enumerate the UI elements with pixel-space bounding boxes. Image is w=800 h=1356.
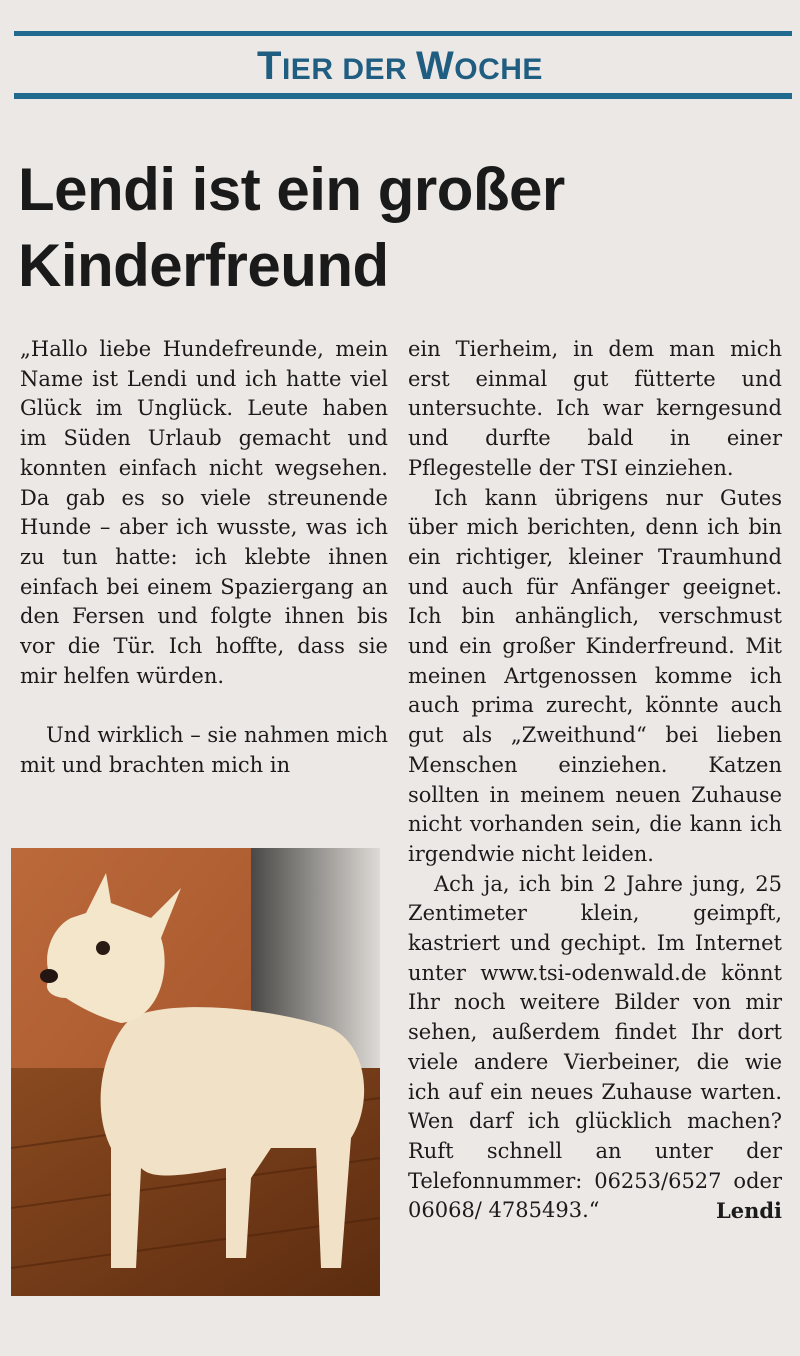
headline-line-2: Kinderfreund — [18, 232, 389, 299]
kicker-small-caps-2: OCHE — [454, 53, 543, 86]
paragraph-character: Ich kann übrigens nur Gutes über mich berichten, denn ich bin ein richtiger, kleiner Traumhund und auch für Anfänger geeignet. Ich bin anhänglich, verschmust und ein großer Kinderfreund. Mit meinen Artgenossen komme ich auch prima zurecht, könnte auch gut als „Zweithund“ bei lieben Menschen einziehen. Katzen sollten in meinem neuen Zuhause nicht vorhanden sein, die kann ich irgendwie nicht leiden. — [408, 485, 782, 866]
paragraph-details: Ach ja, ich bin 2 Jahre jung, 25 Zentimeter klein, geimpft, kastriert und gechipt. Im Internet unter www.tsi-odenwald.de könnt Ihr noch weitere Bilder von mir sehen, außerdem findet Ihr dort viele andere Vierbeiner, die wie ich auf ein neues Zuhause warten. Wen darf ich glücklich machen? Ruft schnell an unter der Telefonnummer: 06253/6527 oder 06068/ 4785493.“ — [408, 871, 782, 1223]
kicker-initial-1: T — [257, 44, 282, 88]
article-column-right — [408, 335, 782, 1226]
paragraph-continued: Und wirklich – sie nahmen mich mit und brachten mich in — [20, 723, 388, 778]
signature: Lendi — [715, 1198, 782, 1224]
headline — [18, 152, 788, 304]
article-column-left — [20, 335, 388, 781]
dog-photo-illustration — [11, 848, 380, 1296]
paragraph-intro: „Hallo liebe Hundefreunde, mein Name ist Lendi und ich hatte viel Glück im Unglück. Leute haben im Süden Urlaub gemacht und konnten einfach nicht wegsehen. Da gab es so viele streunende Hunde – aber ich wusste, was ich zu tun hatte: ich klebte ihnen einfach bei einem Spaziergang an den Fersen und folgte ihnen bis vor die Tür. Ich hoffte, dass sie mir helfen würden. — [20, 337, 388, 688]
paragraph-shelter: ein Tierheim, in dem man mich erst einmal gut fütterte und untersuchte. Ich war kerngesund und durfte bald in einer Pflegestelle der TSI einziehen. — [408, 337, 782, 480]
headline-line-1: Lendi ist ein großer — [18, 156, 565, 223]
kicker-initial-2: W — [416, 44, 455, 88]
kicker-small-caps-1: IER DER — [281, 53, 416, 86]
top-rule — [14, 31, 792, 36]
section-kicker — [0, 42, 800, 94]
bottom-rule — [14, 93, 792, 99]
dog-photo — [11, 848, 380, 1296]
